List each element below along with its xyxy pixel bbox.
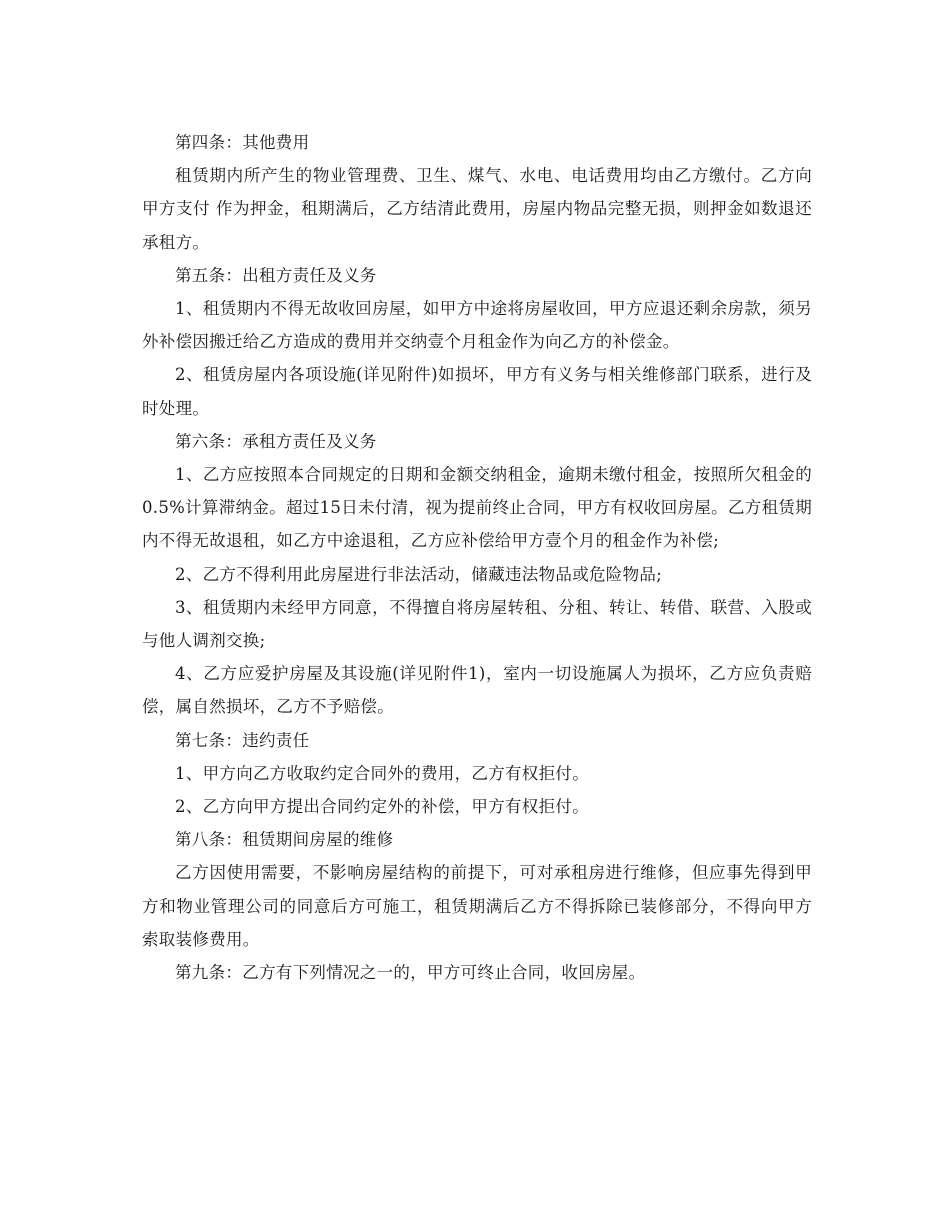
article-6-clause-1: 1、乙方应按照本合同规定的日期和金额交纳租金，逾期未缴付租金，按照所欠租金的0.5%计算滞纳金。超过15日未付清，视为提前终止合同，甲方有权收回房屋。乙方租赁期内不得无故退租，如乙方中途退租，乙方应补偿给甲方壹个月的租金作为补偿;: [142, 465, 812, 551]
article-5-clause-1: 1、租赁期内不得无故收回房屋，如甲方中途将房屋收回，甲方应退还剩余房款，须另外补偿因搬迁给乙方造成的费用并交纳壹个月租金作为向乙方的补偿金。: [142, 299, 812, 352]
article-6-clause-2: 2、乙方不得利用此房屋进行非法活动，储藏违法物品或危险物品;: [175, 564, 663, 584]
article-8-heading: 第八条：租赁期间房屋的维修: [175, 830, 394, 850]
article-8-text: 乙方因使用需要，不影响房屋结构的前提下，可对承租房进行维修，但应事先得到甲方和物业管理公司的同意后方可施工，租赁期满后乙方不得拆除已装修部分，不得向甲方索取装修费用。: [142, 863, 812, 949]
article-6-clause-4: 4、乙方应爱护房屋及其设施(详见附件1)，室内一切设施属人为损坏，乙方应负责赔偿，属自然损坏，乙方不予赔偿。: [142, 664, 812, 717]
article-7-clause-2: 2、乙方向甲方提出合同约定外的补偿，甲方有权拒付。: [175, 797, 589, 817]
article-4-heading: 第四条：其他费用: [175, 133, 310, 152]
article-4-text: 租赁期内所产生的物业管理费、卫生、煤气、水电、电话费用均由乙方缴付。乙方向甲方支付 作为押金，租期满后，乙方结清此费用，房屋内物品完整无损，则押金如数退还承租方。: [142, 166, 812, 252]
article-5-clause-2: 2、租赁房屋内各项设施(详见附件)如损坏，甲方有义务与相关维修部门联系，进行及时处理。: [142, 365, 812, 418]
article-7-heading: 第七条：违约责任: [175, 730, 310, 750]
article-9-heading: 第九条：乙方有下列情况之一的，甲方可终止合同，收回房屋。: [175, 963, 646, 983]
article-6-heading: 第六条：承租方责任及义务: [175, 431, 377, 451]
article-7-clause-1: 1、甲方向乙方收取约定合同外的费用，乙方有权拒付。: [175, 763, 589, 783]
document-body: [142, 126, 812, 989]
article-5-heading: 第五条：出租方责任及义务: [175, 265, 377, 285]
article-6-clause-3: 3、租赁期内未经甲方同意，不得擅自将房屋转租、分租、转让、转借、联营、入股或与他人调剂交换;: [142, 597, 812, 651]
